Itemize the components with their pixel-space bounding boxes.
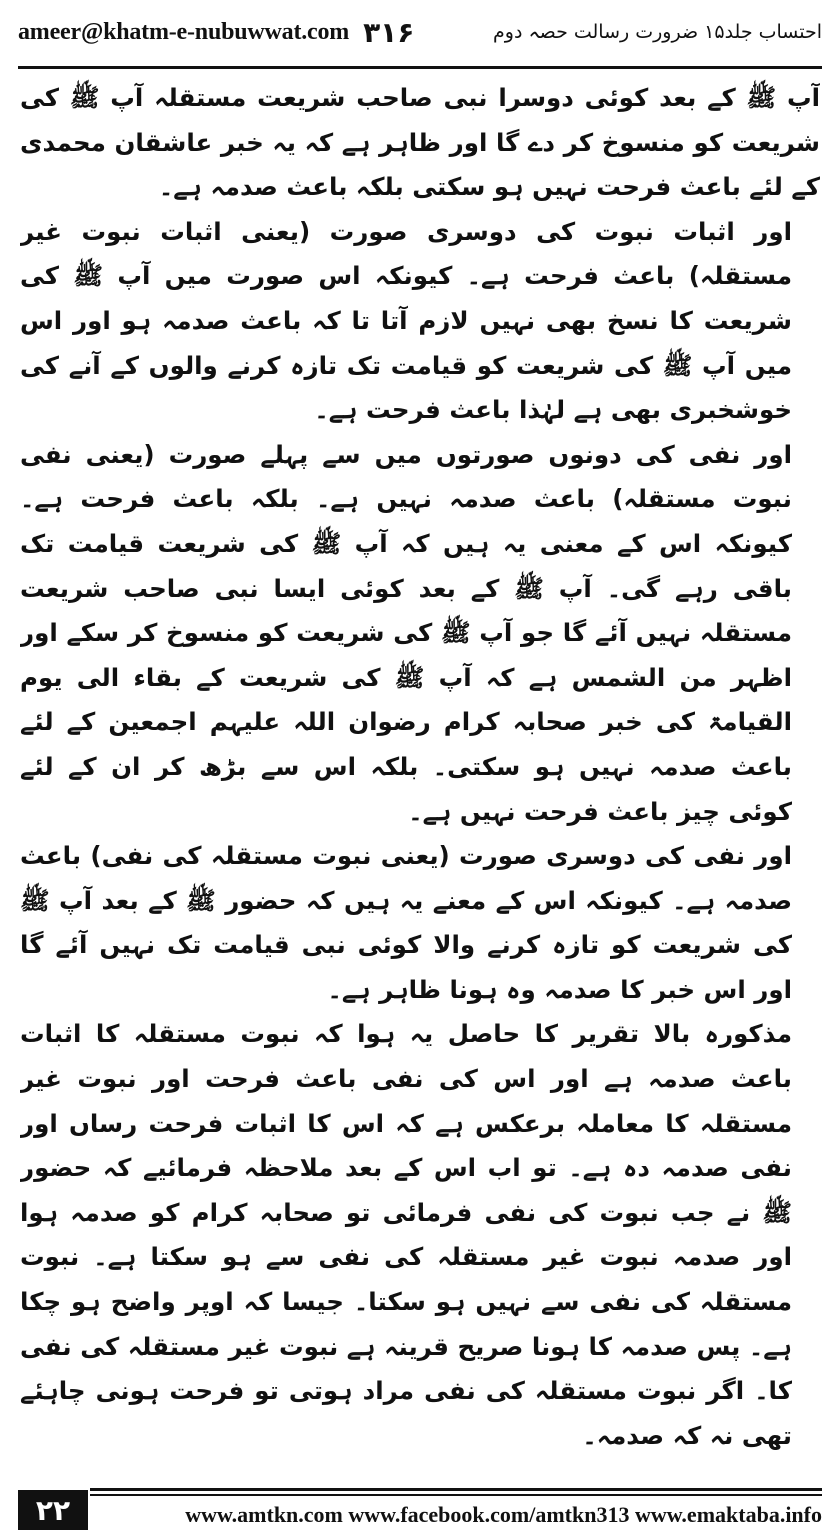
header-left bbox=[18, 16, 414, 49]
running-title: احتساب جلد۱۵ ضرورت رسالت حصہ دوم bbox=[493, 21, 822, 43]
page-footer bbox=[18, 1484, 822, 1534]
paragraph: آپ ﷺ کے بعد کوئی دوسرا نبی صاحب شریعت مستقلہ آپ ﷺ کی شریعت کو منسوخ کر دے گا اور ظاہر ہے کہ یہ خبر عاشقان محمدی کے لئے باعث فرحت نہیں ہو سکتی بلکہ باعث صدمہ ہے۔ bbox=[20, 83, 820, 202]
paragraph: اور نفی کی دوسری صورت (یعنی نبوت مستقلہ کی نفی) باعث صدمہ ہے۔ کیونکہ اس کے معنے یہ ہیں کہ حضور ﷺ کے بعد آپ ﷺ کی شریعت کو تازہ کرنے والا کوئی نبی قیامت تک نہیں آئے گا اور اس خبر کا صدمہ وہ ہونا ظاہر ہے۔ bbox=[20, 841, 792, 1004]
paragraph: مذکورہ بالا تقریر کا حاصل یہ ہوا کہ نبوت مستقلہ کا اثبات باعث صدمہ ہے اور اس کی نفی باعث فرحت اور نبوت غیر مستقلہ کا معاملہ برعکس ہے کہ اس کا اثبات فرحت رساں اور نفی صدمہ دہ ہے۔ تو اب اس کے بعد ملاحظہ فرمائیے کہ حضور ﷺ نے جب نبوت کی نفی فرمائی تو صحابہ کرام کو صدمہ ہوا اور صدمہ نبوت غیر مستقلہ کی نفی سے ہو سکتا ہے۔ نبوت مستقلہ کی نفی سے نہیں ہو سکتا۔ جیسا کہ اوپر واضح ہو چکا ہے۔ پس صدمہ کا ہونا صریح قرینہ ہے نبوت غیر مستقلہ کی نفی کا۔ اگر نبوت مستقلہ کی نفی مراد ہوتی تو فرحت ہونی چاہئے تھی نہ کہ صدمہ۔ bbox=[20, 1019, 792, 1450]
footer-rule bbox=[90, 1488, 822, 1498]
header-rule bbox=[18, 66, 822, 69]
footer-urls: www.amtkn.com www.facebook.com/amtkn313 www.emaktaba.info bbox=[185, 1502, 822, 1527]
paragraph: اور اثبات نبوت کی دوسری صورت (یعنی اثبات نبوت غیر مستقلہ) باعث فرحت ہے۔ کیونکہ اس صورت میں آپ ﷺ کی شریعت کا نسخ بھی نہیں لازم آتا تا کہ باعث صدمہ ہو اور اس میں آپ ﷺ کی شریعت کو قیامت تک تازہ کرنے والوں کے آنے کی خوشخبری بھی ہے لہٰذا باعث فرحت ہے۔ bbox=[20, 216, 792, 425]
header-page-number: ۳۱۶ bbox=[363, 15, 415, 49]
header-email: ameer@khatm-e-nubuwwat.com bbox=[18, 18, 350, 45]
paragraph: اور نفی کی دونوں صورتوں میں سے پہلے صورت (یعنی نفی نبوت مستقلہ) باعث صدمہ نہیں ہے۔ بلکہ باعث فرحت ہے۔ کیونکہ اس کے معنی یہ ہیں کہ آپ ﷺ کی شریعت قیامت تک باقی رہے گی۔ آپ ﷺ کے بعد کوئی ایسا نبی صاحب شریعت مستقلہ نہیں آئے گا جو آپ ﷺ کی شریعت کو منسوخ کر سکے اور اظہر من الشمس ہے کہ آپ ﷺ کی شریعت کے بقاء الی یوم القیامۃ کی خبر صحابہ کرام رضوان اللہ علیہم اجمعین کے لئے باعث صدمہ نہیں ہو سکتی۔ بلکہ اس سے بڑھ کر ان کے لئے کوئی چیز باعث فرحت نہیں ہے۔ bbox=[20, 439, 792, 826]
page-body bbox=[20, 76, 820, 1452]
footer-page-number: ۲۲ bbox=[18, 1490, 88, 1530]
page-header bbox=[18, 0, 822, 64]
